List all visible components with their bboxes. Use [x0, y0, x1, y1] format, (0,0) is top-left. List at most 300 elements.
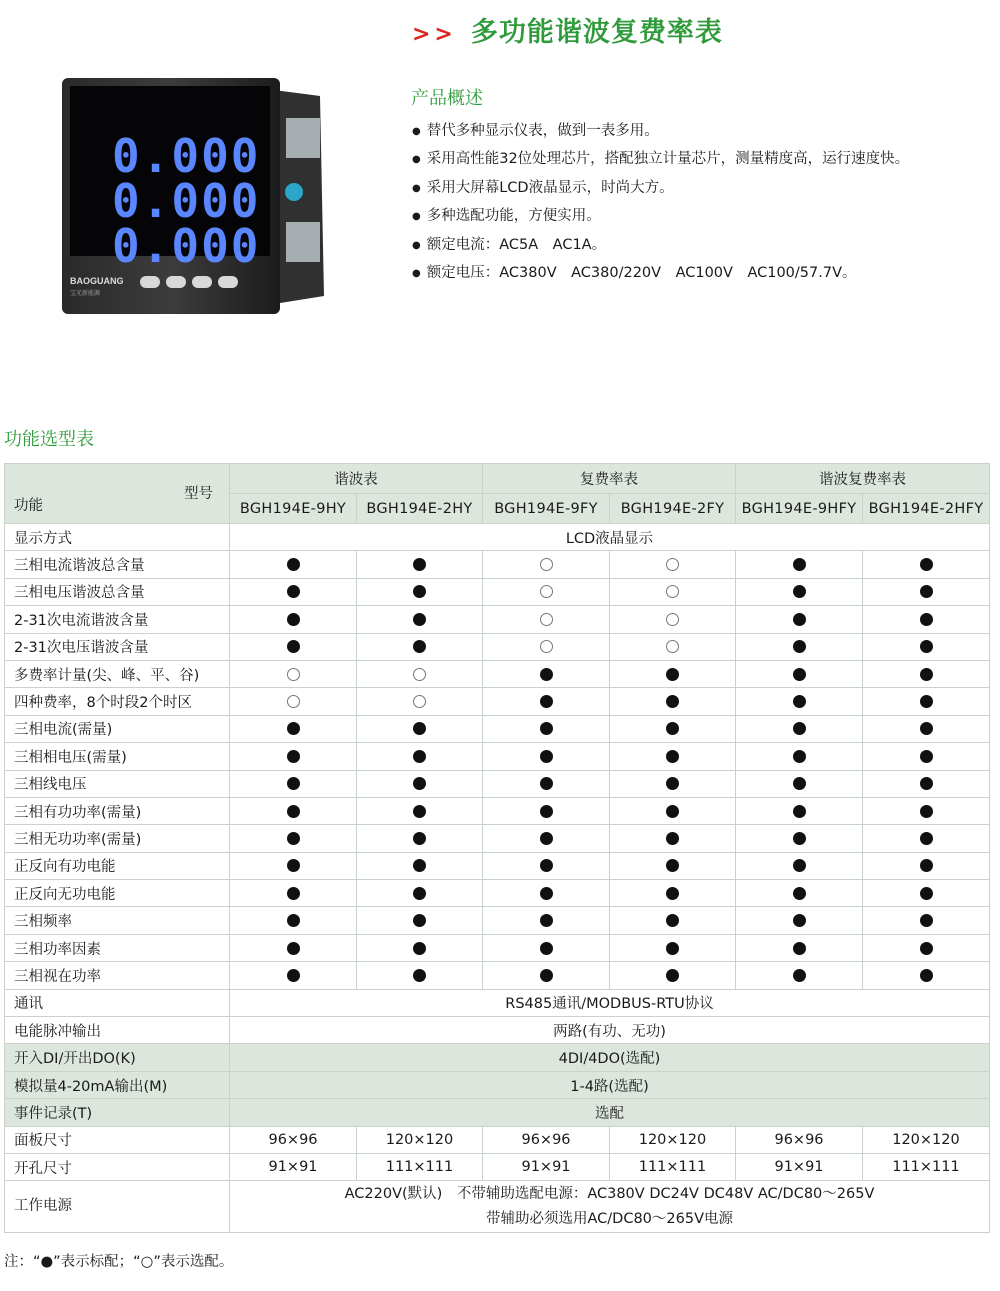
availability-cell — [863, 962, 990, 989]
power-line: 带辅助必须选用AC/DC80～265V电源 — [485, 1210, 733, 1227]
standard-dot-icon — [920, 805, 933, 818]
availability-cell — [357, 825, 483, 852]
availability-cell — [863, 633, 990, 660]
availability-cell — [230, 743, 357, 770]
standard-dot-icon — [287, 777, 300, 790]
table-row — [5, 578, 990, 605]
meter-button — [192, 276, 212, 288]
availability-cell — [230, 934, 357, 961]
standard-dot-icon — [793, 640, 806, 653]
standard-dot-icon — [793, 832, 806, 845]
lcd-readout-1: 0.000 — [112, 129, 261, 183]
standard-dot-icon — [540, 695, 553, 708]
standard-dot-icon — [413, 914, 426, 927]
span-value: 选配 — [230, 1099, 990, 1126]
size-value: 96×96 — [736, 1126, 863, 1153]
availability-cell — [736, 825, 863, 852]
table-corner-cell — [5, 464, 230, 524]
standard-dot-icon — [920, 969, 933, 982]
standard-dot-icon — [413, 969, 426, 982]
group-header-harmonic: 谐波表 — [230, 464, 483, 494]
function-label: 开入DI/开出DO(K) — [5, 1044, 230, 1071]
availability-cell — [357, 743, 483, 770]
standard-dot-icon — [540, 969, 553, 982]
function-label: 三相频率 — [5, 907, 230, 934]
standard-dot-icon — [793, 969, 806, 982]
standard-dot-icon — [287, 613, 300, 626]
mounting-clip-bottom — [286, 222, 320, 262]
standard-dot-icon — [413, 722, 426, 735]
function-label: 事件记录(T) — [5, 1099, 230, 1126]
standard-dot-icon — [540, 859, 553, 872]
overview-item: ● 多种选配功能，方便实用。 — [412, 203, 909, 231]
availability-cell — [863, 770, 990, 797]
availability-cell — [230, 578, 357, 605]
title-text: 多功能谐波复费率表 — [470, 17, 723, 48]
availability-cell — [230, 880, 357, 907]
function-label: 电能脉冲输出 — [5, 1017, 230, 1044]
standard-dot-icon — [287, 969, 300, 982]
availability-cell — [230, 688, 357, 715]
table-row — [5, 1017, 990, 1044]
corner-function-label: 功能 — [14, 498, 43, 514]
standard-dot-icon — [666, 887, 679, 900]
standard-dot-icon — [793, 613, 806, 626]
size-value: 91×91 — [736, 1153, 863, 1180]
standard-dot-icon — [920, 750, 933, 763]
standard-dot-icon — [666, 942, 679, 955]
standard-dot-icon — [666, 969, 679, 982]
standard-dot-icon — [287, 887, 300, 900]
table-row — [5, 825, 990, 852]
function-label: 三相功率因素 — [5, 934, 230, 961]
availability-cell — [357, 797, 483, 824]
size-value: 111×111 — [610, 1153, 736, 1180]
standard-dot-icon — [413, 887, 426, 900]
function-label: 三相电流谐波总含量 — [5, 551, 230, 578]
availability-cell — [610, 688, 736, 715]
standard-dot-icon — [793, 668, 806, 681]
function-label: 三相有功功率(需量) — [5, 797, 230, 824]
availability-cell — [230, 633, 357, 660]
mounting-clip-top — [286, 118, 320, 158]
availability-cell — [610, 907, 736, 934]
availability-cell — [863, 715, 990, 742]
optional-circle-icon — [540, 585, 553, 598]
availability-cell — [483, 770, 610, 797]
standard-dot-icon — [920, 887, 933, 900]
size-value: 111×111 — [863, 1153, 990, 1180]
function-label: 开孔尺寸 — [5, 1153, 230, 1180]
standard-dot-icon — [920, 942, 933, 955]
overview-item: ● 采用大屏幕LCD液晶显示，时尚大方。 — [412, 175, 909, 203]
availability-cell — [483, 633, 610, 660]
table-row — [5, 907, 990, 934]
size-value: 91×91 — [483, 1153, 610, 1180]
standard-dot-icon — [287, 722, 300, 735]
availability-cell — [736, 688, 863, 715]
size-value: 120×120 — [610, 1126, 736, 1153]
availability-cell — [357, 852, 483, 879]
model-header: BGH194E-9HFY — [736, 494, 863, 524]
standard-dot-icon — [287, 942, 300, 955]
standard-dot-icon — [413, 942, 426, 955]
model-header: BGH194E-2FY — [610, 494, 736, 524]
standard-dot-icon — [793, 942, 806, 955]
lcd-readout-2: 0.000 — [112, 174, 261, 228]
span-value: 1-4路(选配) — [230, 1071, 990, 1098]
availability-cell — [736, 578, 863, 605]
standard-dot-icon — [920, 558, 933, 571]
span-value: 4DI/4DO(选配) — [230, 1044, 990, 1071]
availability-cell — [736, 551, 863, 578]
availability-cell — [230, 852, 357, 879]
standard-dot-icon — [920, 695, 933, 708]
function-label: 2-31次电流谐波含量 — [5, 606, 230, 633]
standard-dot-icon — [540, 722, 553, 735]
availability-cell — [610, 934, 736, 961]
availability-cell — [863, 907, 990, 934]
availability-cell — [610, 606, 736, 633]
table-row — [5, 743, 990, 770]
overview-heading: 产品概述 — [411, 88, 483, 109]
availability-cell — [610, 962, 736, 989]
standard-dot-icon — [920, 914, 933, 927]
availability-cell — [483, 578, 610, 605]
availability-cell — [863, 797, 990, 824]
optional-circle-icon — [540, 640, 553, 653]
availability-cell — [863, 660, 990, 687]
availability-cell — [736, 770, 863, 797]
standard-dot-icon — [540, 942, 553, 955]
table-row — [5, 852, 990, 879]
availability-cell — [610, 660, 736, 687]
standard-dot-icon — [920, 722, 933, 735]
table-row — [5, 1126, 990, 1153]
standard-dot-icon — [793, 585, 806, 598]
availability-cell — [230, 825, 357, 852]
title-arrows: >> — [412, 22, 457, 47]
availability-cell — [610, 715, 736, 742]
availability-cell — [863, 551, 990, 578]
span-value: RS485通讯/MODBUS-RTU协议 — [230, 989, 990, 1016]
standard-dot-icon — [666, 668, 679, 681]
standard-dot-icon — [540, 668, 553, 681]
table-row — [5, 797, 990, 824]
availability-cell — [230, 907, 357, 934]
table-row — [5, 770, 990, 797]
function-label: 显示方式 — [5, 524, 230, 551]
availability-cell — [230, 797, 357, 824]
availability-cell — [736, 852, 863, 879]
standard-dot-icon — [413, 805, 426, 818]
standard-dot-icon — [666, 914, 679, 927]
standard-dot-icon — [793, 914, 806, 927]
lcd-readout-3: 0.000 — [112, 219, 261, 273]
standard-dot-icon — [287, 805, 300, 818]
availability-cell — [863, 880, 990, 907]
group-header-multi-rate: 复费率表 — [483, 464, 736, 494]
standard-dot-icon — [540, 914, 553, 927]
availability-cell — [863, 688, 990, 715]
meter-button — [218, 276, 238, 288]
function-label: 三相相电压(需量) — [5, 743, 230, 770]
table-row — [5, 1153, 990, 1180]
availability-cell — [736, 633, 863, 660]
standard-dot-icon — [920, 640, 933, 653]
standard-dot-icon — [413, 558, 426, 571]
table-row — [5, 934, 990, 961]
standard-dot-icon — [666, 832, 679, 845]
optional-circle-icon — [287, 695, 300, 708]
function-label: 四种费率，8个时段2个时区 — [5, 688, 230, 715]
optional-circle-icon — [540, 558, 553, 571]
function-label: 正反向有功电能 — [5, 852, 230, 879]
availability-cell — [483, 551, 610, 578]
span-value: 两路(有功、无功) — [230, 1017, 990, 1044]
availability-cell — [230, 660, 357, 687]
selection-table-heading: 功能选型表 — [4, 429, 94, 450]
function-label: 正反向无功电能 — [5, 880, 230, 907]
standard-dot-icon — [413, 750, 426, 763]
standard-dot-icon — [287, 914, 300, 927]
standard-dot-icon — [920, 668, 933, 681]
availability-cell — [483, 907, 610, 934]
table-row — [5, 1099, 990, 1126]
availability-cell — [357, 880, 483, 907]
function-selection-table — [4, 463, 990, 1233]
availability-cell — [736, 934, 863, 961]
table-row — [5, 660, 990, 687]
table-row — [5, 880, 990, 907]
availability-cell — [230, 551, 357, 578]
availability-cell — [483, 688, 610, 715]
meter-button — [140, 276, 160, 288]
overview-item: ● 采用高性能32位处理芯片，搭配独立计量芯片，测量精度高，运行速度快。 — [412, 146, 909, 174]
standard-dot-icon — [540, 832, 553, 845]
power-line: AC220V(默认) 不带辅助选配电源：AC380V DC24V DC48V AC/DC80～265V — [344, 1185, 875, 1202]
meter-product-image — [62, 72, 332, 320]
standard-dot-icon — [793, 859, 806, 872]
table-body — [5, 524, 990, 1233]
availability-cell — [736, 743, 863, 770]
standard-dot-icon — [920, 777, 933, 790]
availability-cell — [610, 551, 736, 578]
standard-dot-icon — [413, 832, 426, 845]
size-value: 96×96 — [230, 1126, 357, 1153]
availability-cell — [230, 770, 357, 797]
availability-cell — [863, 852, 990, 879]
availability-cell — [483, 934, 610, 961]
function-label: 工作电源 — [5, 1181, 230, 1233]
optional-circle-icon — [666, 558, 679, 571]
availability-cell — [863, 934, 990, 961]
optional-circle-icon — [666, 640, 679, 653]
size-value: 111×111 — [357, 1153, 483, 1180]
optional-circle-icon — [666, 613, 679, 626]
standard-dot-icon — [540, 805, 553, 818]
availability-cell — [483, 825, 610, 852]
model-header: BGH194E-9HY — [230, 494, 357, 524]
standard-dot-icon — [920, 585, 933, 598]
availability-cell — [483, 880, 610, 907]
overview-item: ● 额定电压：AC380V AC380/220V AC100V AC100/57.7V。 — [412, 260, 909, 288]
availability-cell — [357, 907, 483, 934]
standard-dot-icon — [287, 750, 300, 763]
page-title — [412, 10, 723, 49]
standard-dot-icon — [287, 832, 300, 845]
optional-circle-icon — [413, 668, 426, 681]
function-label: 三相电压谐波总含量 — [5, 578, 230, 605]
optional-circle-icon — [540, 613, 553, 626]
availability-cell — [863, 578, 990, 605]
standard-dot-icon — [920, 832, 933, 845]
function-label: 三相无功功率(需量) — [5, 825, 230, 852]
table-row — [5, 524, 990, 551]
availability-cell — [736, 797, 863, 824]
standard-dot-icon — [666, 750, 679, 763]
standard-dot-icon — [666, 859, 679, 872]
function-label: 多费率计量(尖、峰、平、谷) — [5, 660, 230, 687]
standard-dot-icon — [666, 695, 679, 708]
availability-cell — [736, 606, 863, 633]
standard-dot-icon — [793, 777, 806, 790]
size-value: 96×96 — [483, 1126, 610, 1153]
function-label: 三相线电压 — [5, 770, 230, 797]
availability-cell — [736, 660, 863, 687]
availability-cell — [863, 825, 990, 852]
availability-cell — [357, 770, 483, 797]
availability-cell — [610, 825, 736, 852]
availability-cell — [357, 551, 483, 578]
size-value: 91×91 — [230, 1153, 357, 1180]
model-header: BGH194E-2HY — [357, 494, 483, 524]
availability-cell — [610, 797, 736, 824]
table-row — [5, 606, 990, 633]
standard-dot-icon — [793, 558, 806, 571]
standard-dot-icon — [413, 585, 426, 598]
standard-dot-icon — [287, 558, 300, 571]
availability-cell — [483, 715, 610, 742]
table-row — [5, 715, 990, 742]
availability-cell — [483, 797, 610, 824]
availability-cell — [610, 743, 736, 770]
size-value: 120×120 — [863, 1126, 990, 1153]
table-row — [5, 962, 990, 989]
function-label: 通讯 — [5, 989, 230, 1016]
availability-cell — [610, 633, 736, 660]
standard-dot-icon — [793, 695, 806, 708]
standard-dot-icon — [413, 613, 426, 626]
availability-cell — [483, 606, 610, 633]
standard-dot-icon — [920, 613, 933, 626]
availability-cell — [357, 578, 483, 605]
standard-dot-icon — [287, 640, 300, 653]
meter-button — [166, 276, 186, 288]
availability-cell — [357, 962, 483, 989]
overview-list — [412, 118, 909, 288]
table-row — [5, 1071, 990, 1098]
standard-dot-icon — [287, 859, 300, 872]
availability-cell — [736, 907, 863, 934]
availability-cell — [610, 852, 736, 879]
availability-cell — [610, 880, 736, 907]
standard-dot-icon — [666, 777, 679, 790]
function-label: 2-31次电压谐波含量 — [5, 633, 230, 660]
standard-dot-icon — [793, 805, 806, 818]
model-header: BGH194E-9FY — [483, 494, 610, 524]
optional-circle-icon — [666, 585, 679, 598]
corner-model-label: 型号 — [184, 486, 213, 502]
availability-cell — [483, 743, 610, 770]
table-row — [5, 551, 990, 578]
table-row — [5, 688, 990, 715]
standard-dot-icon — [540, 777, 553, 790]
availability-cell — [610, 770, 736, 797]
label-sticker — [285, 183, 303, 201]
availability-cell — [357, 660, 483, 687]
optional-circle-icon — [413, 695, 426, 708]
standard-dot-icon — [666, 722, 679, 735]
table-row — [5, 1181, 990, 1233]
standard-dot-icon — [413, 859, 426, 872]
availability-cell — [863, 606, 990, 633]
table-row — [5, 1044, 990, 1071]
availability-cell — [357, 633, 483, 660]
standard-dot-icon — [413, 777, 426, 790]
span-value: LCD液晶显示 — [230, 524, 990, 551]
standard-dot-icon — [793, 750, 806, 763]
overview-item: ● 替代多种显示仪表，做到一表多用。 — [412, 118, 909, 146]
standard-dot-icon — [540, 750, 553, 763]
function-label: 三相视在功率 — [5, 962, 230, 989]
power-value — [230, 1181, 990, 1233]
availability-cell — [610, 578, 736, 605]
availability-cell — [483, 962, 610, 989]
size-value: 120×120 — [357, 1126, 483, 1153]
availability-cell — [230, 606, 357, 633]
standard-dot-icon — [287, 585, 300, 598]
standard-dot-icon — [793, 722, 806, 735]
function-label: 模拟量4-20mA输出(M) — [5, 1071, 230, 1098]
availability-cell — [483, 852, 610, 879]
model-header: BGH194E-2HFY — [863, 494, 990, 524]
function-label: 三相电流(需量) — [5, 715, 230, 742]
availability-cell — [736, 880, 863, 907]
availability-cell — [863, 743, 990, 770]
table-row — [5, 633, 990, 660]
availability-cell — [357, 715, 483, 742]
legend-note: 注：“●”表示标配；“○”表示选配。 — [4, 1254, 234, 1270]
availability-cell — [357, 606, 483, 633]
availability-cell — [230, 962, 357, 989]
brand-logo: BAOGUANG — [70, 276, 124, 286]
table-row — [5, 989, 990, 1016]
availability-cell — [483, 660, 610, 687]
optional-circle-icon — [287, 668, 300, 681]
group-header-harmonic-multi-rate: 谐波复费率表 — [736, 464, 990, 494]
brand-subtitle: 宝光新能源 — [70, 291, 101, 297]
availability-cell — [736, 962, 863, 989]
standard-dot-icon — [666, 805, 679, 818]
availability-cell — [357, 688, 483, 715]
availability-cell — [736, 715, 863, 742]
standard-dot-icon — [413, 640, 426, 653]
overview-item: ● 额定电流：AC5A AC1A。 — [412, 232, 909, 260]
standard-dot-icon — [920, 859, 933, 872]
function-label: 面板尺寸 — [5, 1126, 230, 1153]
availability-cell — [230, 715, 357, 742]
